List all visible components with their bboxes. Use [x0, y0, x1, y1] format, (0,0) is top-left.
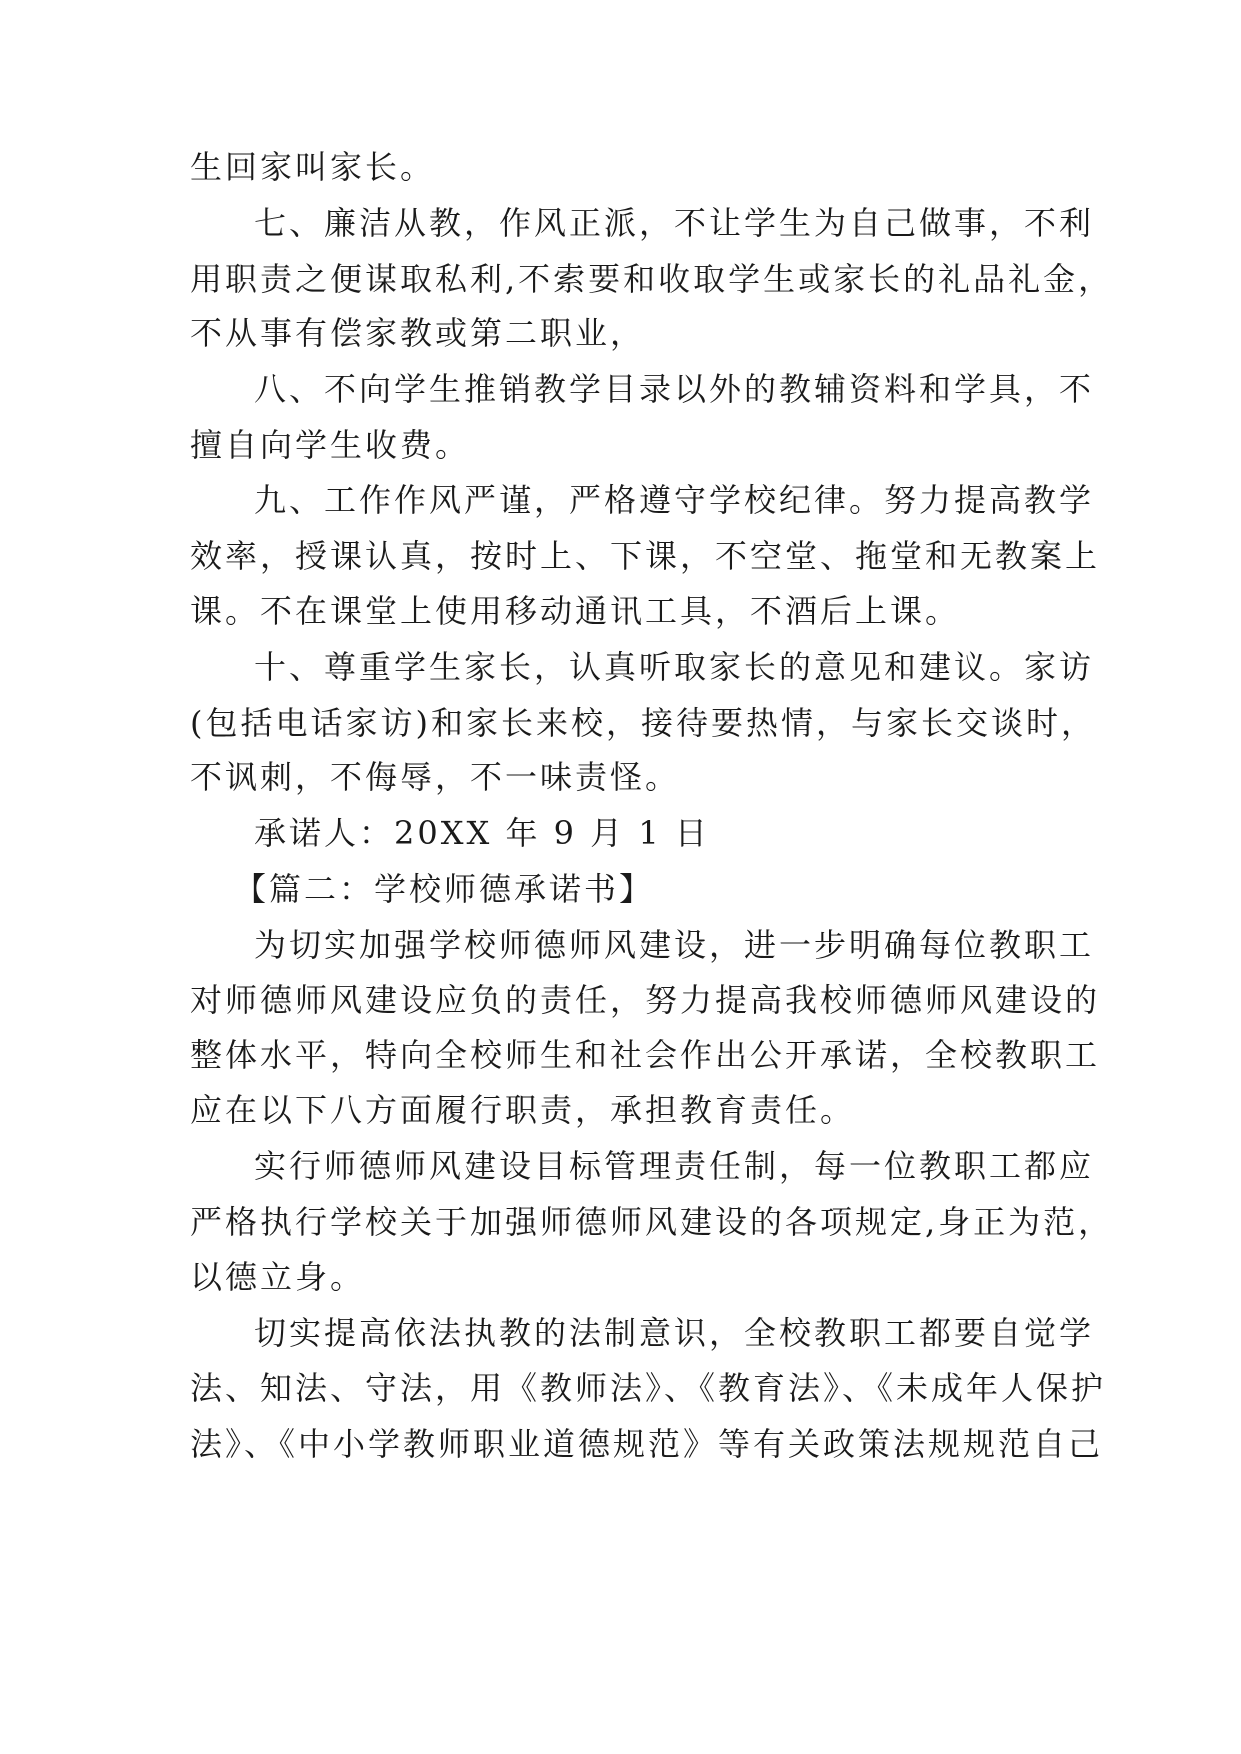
text-line: 十、尊重学生家长，认真听取家长的意见和建议。家访 — [254, 648, 1095, 686]
signature-line: 承诺人：20XX 年 9 月 1 日 — [254, 814, 710, 852]
text-line: 生回家叫家长。 — [190, 148, 436, 186]
text-line: 为切实加强学校师德师风建设，进一步明确每位教职工 — [254, 926, 1095, 964]
text-line: 用职责之便谋取私利,不索要和收取学生或家长的礼品礼金， — [190, 260, 1114, 298]
text-line: 严格执行学校关于加强师德师风建设的各项规定,身正为范， — [190, 1203, 1114, 1241]
text-line: 法、知法、守法，用《教师法》、《教育法》、《未成年人保护 — [190, 1369, 1107, 1407]
text-line: (包括电话家访)和家长来校，接待要热情，与家长交谈时， — [190, 704, 1096, 742]
text-line: 应在以下八方面履行职责，承担教育责任。 — [190, 1091, 856, 1129]
text-line: 课。不在课堂上使用移动通讯工具，不酒后上课。 — [190, 592, 961, 630]
text-line: 效率，授课认真，按时上、下课，不空堂、拖堂和无教案上 — [190, 537, 1101, 575]
section-heading: 【篇二：学校师德承诺书】 — [234, 870, 655, 908]
text-line: 整体水平，特向全校师生和社会作出公开承诺，全校教职工 — [190, 1036, 1101, 1074]
text-line: 实行师德师风建设目标管理责任制，每一位教职工都应 — [254, 1147, 1095, 1185]
text-line: 擅自向学生收费。 — [190, 426, 471, 464]
text-line: 不讽刺，不侮辱，不一味责怪。 — [190, 758, 681, 796]
text-line: 切实提高依法执教的法制意识，全校教职工都要自觉学 — [254, 1314, 1095, 1352]
text-line: 七、廉洁从教，作风正派，不让学生为自己做事，不利 — [254, 204, 1095, 242]
text-line: 不从事有偿家教或第二职业， — [190, 314, 646, 352]
text-line: 八、不向学生推销教学目录以外的教辅资料和学具，不 — [254, 370, 1095, 408]
text-line: 法》、《中小学教师职业道德规范》等有关政策法规规范自己 — [190, 1425, 1104, 1463]
text-line: 对师德师风建设应负的责任，努力提高我校师德师风建设的 — [190, 981, 1101, 1019]
text-line: 以德立身。 — [190, 1258, 366, 1296]
text-line: 九、工作作风严谨，严格遵守学校纪律。努力提高教学 — [254, 481, 1095, 519]
